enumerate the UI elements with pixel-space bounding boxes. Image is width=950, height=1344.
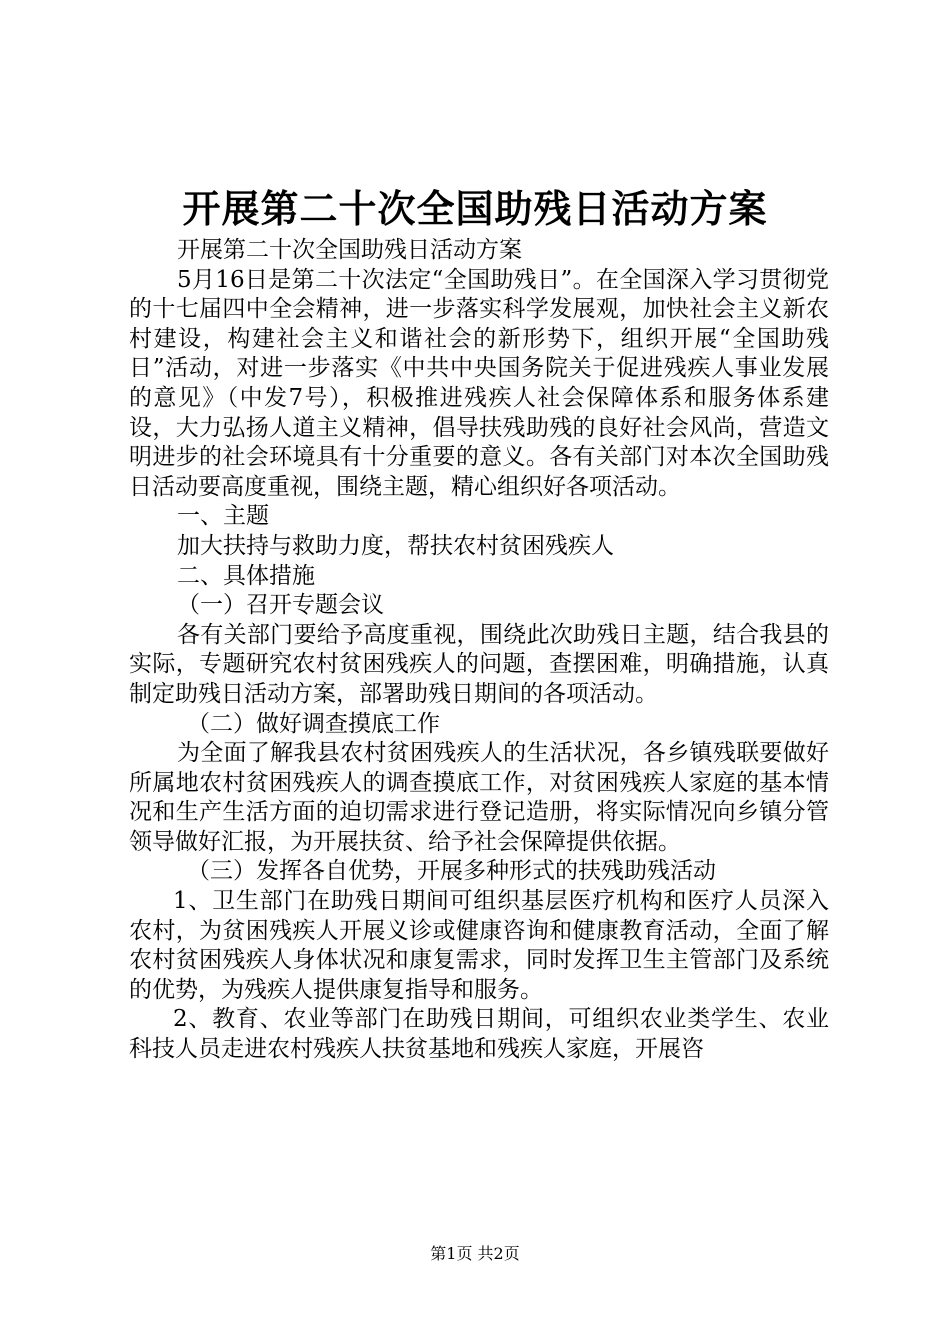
paragraph-intro: 5月16日是第二十次法定“全国助残日”。在全国深入学习贯彻党的十七届四中全会精神，进一步落实科学发展观，加快社会主义新农村建设，构建社会主义和谐社会的新形势下，组织开展“全国助残日”活动，对进一步落实《中共中央国务院关于促进残疾人事业发展的意见》（中发7号），积极推进残疾人社会保障体系和服务体系建设，大力弘扬人道主义精神，倡导扶残助残的良好社会风尚，营造文明进步的社会环境具有十分重要的意义。各有关部门对本次全国助残日活动要高度重视，围绕主题，精心组织好各项活动。 <box>129 266 829 500</box>
document-body <box>129 236 829 1065</box>
document-title: 开展第二十次全国助残日活动方案 <box>182 186 768 231</box>
heading-measures: 二、具体措施 <box>177 562 315 589</box>
subheading-survey: （二）做好调查摸底工作 <box>187 710 440 737</box>
paragraph-theme: 加大扶持与救助力度，帮扶农村贫困残疾人 <box>177 532 614 559</box>
subheading-activities: （三）发挥各自优势，开展多种形式的扶残助残活动 <box>187 858 716 885</box>
heading-theme: 一、主题 <box>177 503 269 530</box>
paragraph-survey: 为全面了解我县农村贫困残疾人的生活状况，各乡镇残联要做好所属地农村贫困残疾人的调查摸底工作，对贫困残疾人家庭的基本情况和生产生活方面的迫切需求进行登记造册，将实际情况向乡镇分管领导做好汇报，为开展扶贫、给予社会保障提供依据。 <box>129 740 829 855</box>
paragraph-health: 1、卫生部门在助残日期间可组织基层医疗机构和医疗人员深入农村，为贫困残疾人开展义诊或健康咨询和健康教育活动，全面了解农村贫困残疾人身体状况和康复需求，同时发挥卫生主管部门及系统的优势，为残疾人提供康复指导和服务。 <box>129 888 829 1003</box>
paragraph-meeting: 各有关部门要给予高度重视，围绕此次助残日主题，结合我县的实际，专题研究农村贫困残疾人的问题，查摆困难，明确措施，认真制定助残日活动方案，部署助残日期间的各项活动。 <box>129 621 829 707</box>
page-footer: 第1页 共2页 <box>430 1244 520 1263</box>
subheading-meeting: （一）召开专题会议 <box>177 592 384 619</box>
paragraph-education: 2、教育、农业等部门在助残日期间，可组织农业类学生、农业科技人员走进农村残疾人扶贫基地和残疾人家庭，开展咨 <box>129 1006 829 1063</box>
paragraph-subtitle: 开展第二十次全国助残日活动方案 <box>177 237 522 263</box>
